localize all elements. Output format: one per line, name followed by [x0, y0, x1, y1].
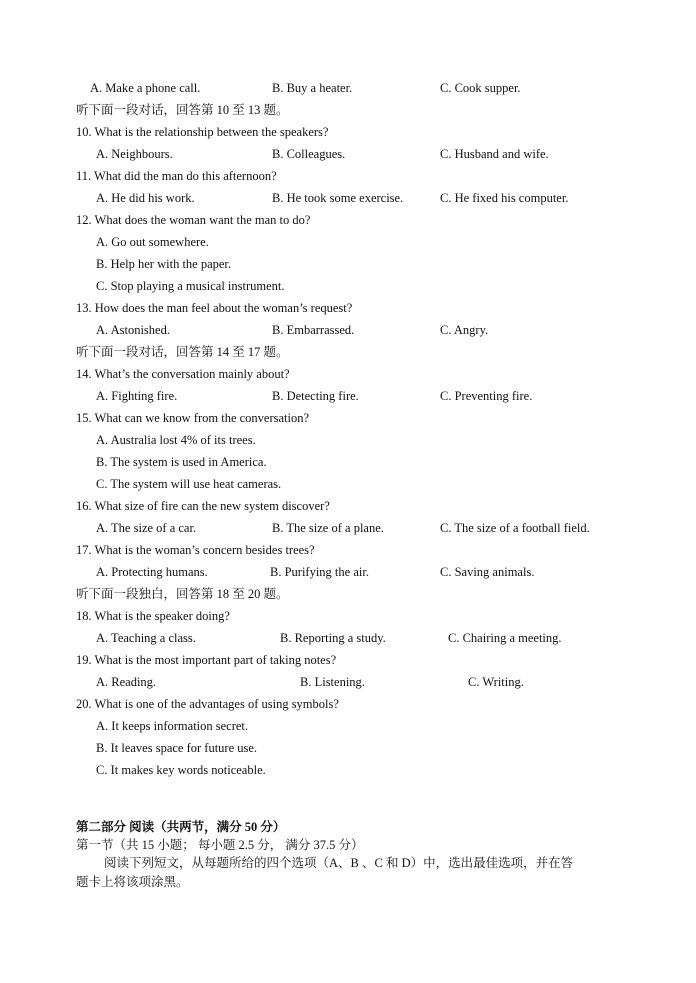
q14-stem: 14. What’s the conversation mainly about? [76, 367, 290, 381]
q13-option-c: C. Angry. [440, 323, 489, 337]
monologue-instruction-18-20: 听下面一段独白，回答第 18 至 20 题。 [76, 587, 289, 601]
q15-option-c: C. The system will use heat cameras. [96, 477, 282, 491]
q18-option-b: B. Reporting a study. [280, 631, 386, 645]
q20-stem: 20. What is one of the advantages of using symbols? [76, 697, 339, 711]
q13-stem: 13. How does the man feel about the woman’s request? [76, 301, 353, 315]
q10-stem: 10. What is the relationship between the speakers? [76, 125, 329, 139]
q12-option-b: B. Help her with the paper. [96, 257, 232, 271]
q17-option-b: B. Purifying the air. [270, 565, 369, 579]
q16-option-c: C. The size of a football field. [440, 521, 590, 535]
q13-option-a: A. Astonished. [96, 323, 170, 337]
q17-option-a: A. Protecting humans. [96, 565, 208, 579]
q16-stem: 16. What size of fire can the new system discover? [76, 499, 330, 513]
q11-option-a: A. He did his work. [96, 191, 195, 205]
q15-stem: 15. What can we know from the conversation? [76, 411, 310, 425]
q11-stem: 11. What did the man do this afternoon? [76, 169, 277, 183]
dialogue-instruction-10-13: 听下面一段对话，回答第 10 至 13 题。 [76, 103, 289, 117]
q9-option-c: C. Cook supper. [440, 81, 521, 95]
q20-option-b: B. It leaves space for future use. [96, 741, 258, 755]
q18-option-c: C. Chairing a meeting. [448, 631, 562, 645]
q20-option-c: C. It makes key words noticeable. [96, 763, 266, 777]
q11-option-c: C. He fixed his computer. [440, 191, 569, 205]
q15-option-a: A. Australia lost 4% of its trees. [96, 433, 256, 447]
q19-option-b: B. Listening. [300, 675, 365, 689]
q15-option-b: B. The system is used in America. [96, 455, 267, 469]
q12-stem: 12. What does the woman want the man to do? [76, 213, 311, 227]
q14-option-a: A. Fighting fire. [96, 389, 178, 403]
q9-option-a: A. Make a phone call. [90, 81, 201, 95]
q19-option-c: C. Writing. [468, 675, 524, 689]
q14-option-c: C. Preventing fire. [440, 389, 533, 403]
q17-stem: 17. What is the woman’s concern besides trees? [76, 543, 315, 557]
q19-stem: 19. What is the most important part of taking notes? [76, 653, 337, 667]
part2-instruction-line2: 题卡上将该项涂黑。 [76, 875, 189, 889]
q13-option-b: B. Embarrassed. [272, 323, 355, 337]
q19-option-a: A. Reading. [96, 675, 157, 689]
q11-option-b: B. He took some exercise. [272, 191, 404, 205]
q16-option-a: A. The size of a car. [96, 521, 197, 535]
q12-option-c: C. Stop playing a musical instrument. [96, 279, 285, 293]
q20-option-a: A. It keeps information secret. [96, 719, 249, 733]
q16-option-b: B. The size of a plane. [272, 521, 384, 535]
q18-stem: 18. What is the speaker doing? [76, 609, 230, 623]
part2-heading: 第二部分 阅读（共两节，满分 50 分） [76, 820, 286, 834]
q9-option-b: B. Buy a heater. [272, 81, 353, 95]
q10-option-a: A. Neighbours. [96, 147, 173, 161]
dialogue-instruction-14-17: 听下面一段对话，回答第 14 至 17 题。 [76, 345, 289, 359]
part2-instruction-line1: 阅读下列短文，从每题所给的四个选项（A、B 、C 和 D）中，选出最佳选项，并在答 [104, 856, 574, 870]
q10-option-c: C. Husband and wife. [440, 147, 549, 161]
q17-option-c: C. Saving animals. [440, 565, 535, 579]
q12-option-a: A. Go out somewhere. [96, 235, 209, 249]
part2-section1-heading: 第一节（共 15 小题； 每小题 2.5 分， 满分 37.5 分） [76, 838, 364, 852]
q14-option-b: B. Detecting fire. [272, 389, 359, 403]
q18-option-a: A. Teaching a class. [96, 631, 196, 645]
q10-option-b: B. Colleagues. [272, 147, 346, 161]
